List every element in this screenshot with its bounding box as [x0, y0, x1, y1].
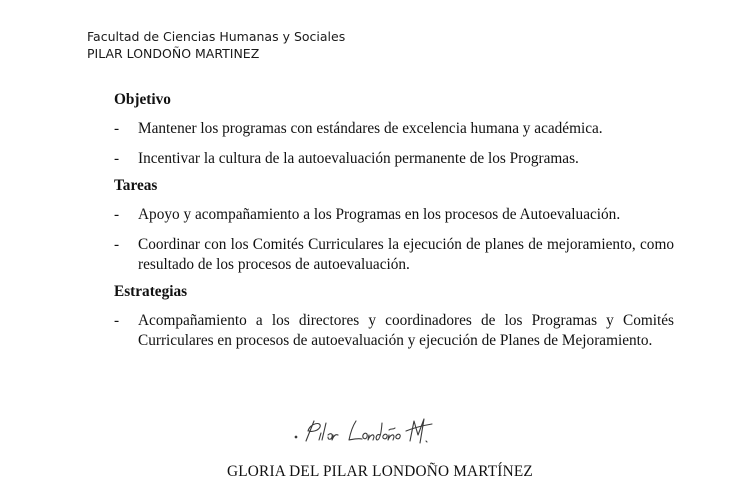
bullet-dash: -: [114, 312, 120, 329]
list-item: [114, 149, 674, 169]
section-objetivo: [114, 90, 674, 169]
list-item: [114, 205, 674, 225]
section-title: Tareas: [114, 177, 158, 194]
section-title: Objetivo: [114, 91, 171, 108]
bullet-dash: -: [114, 150, 120, 167]
handwritten-signature: [292, 413, 442, 449]
document-header: [87, 28, 345, 62]
signer-name: GLORIA DEL PILAR LONDOÑO MARTÍNEZ: [227, 463, 533, 480]
section-estrategias: [114, 282, 674, 351]
list-item: [114, 311, 674, 351]
bullet-dash: -: [114, 236, 120, 253]
list-item: [114, 119, 674, 139]
list-item-text: Incentivar la cultura de la autoevaluación permanente de los Programas.: [138, 150, 579, 167]
bullet-dash: -: [114, 120, 120, 137]
list-item-text: Mantener los programas con estándares de excelencia humana y académica.: [138, 120, 603, 137]
section-tareas: [114, 176, 674, 275]
faculty-name: Facultad de Ciencias Humanas y Sociales: [87, 29, 346, 44]
section-title: Estrategias: [114, 283, 188, 300]
author-name: PILAR LONDOÑO MARTINEZ: [87, 46, 260, 61]
list-item-text: Coordinar con los Comités Curriculares la ejecución de planes de mejoramiento, como resultado de los procesos de autoevaluación.: [138, 236, 674, 273]
list-item: [114, 235, 674, 275]
document-body: [114, 90, 674, 351]
list-item-text: Acompañamiento a los directores y coordinadores de los Programas y Comités Curriculares en procesos de autoevaluación y ejecución de Planes de Mejoramiento.: [138, 312, 674, 349]
list-item-text: Apoyo y acompañamiento a los Programas en los procesos de Autoevaluación.: [138, 206, 621, 223]
bullet-dash: -: [114, 206, 120, 223]
